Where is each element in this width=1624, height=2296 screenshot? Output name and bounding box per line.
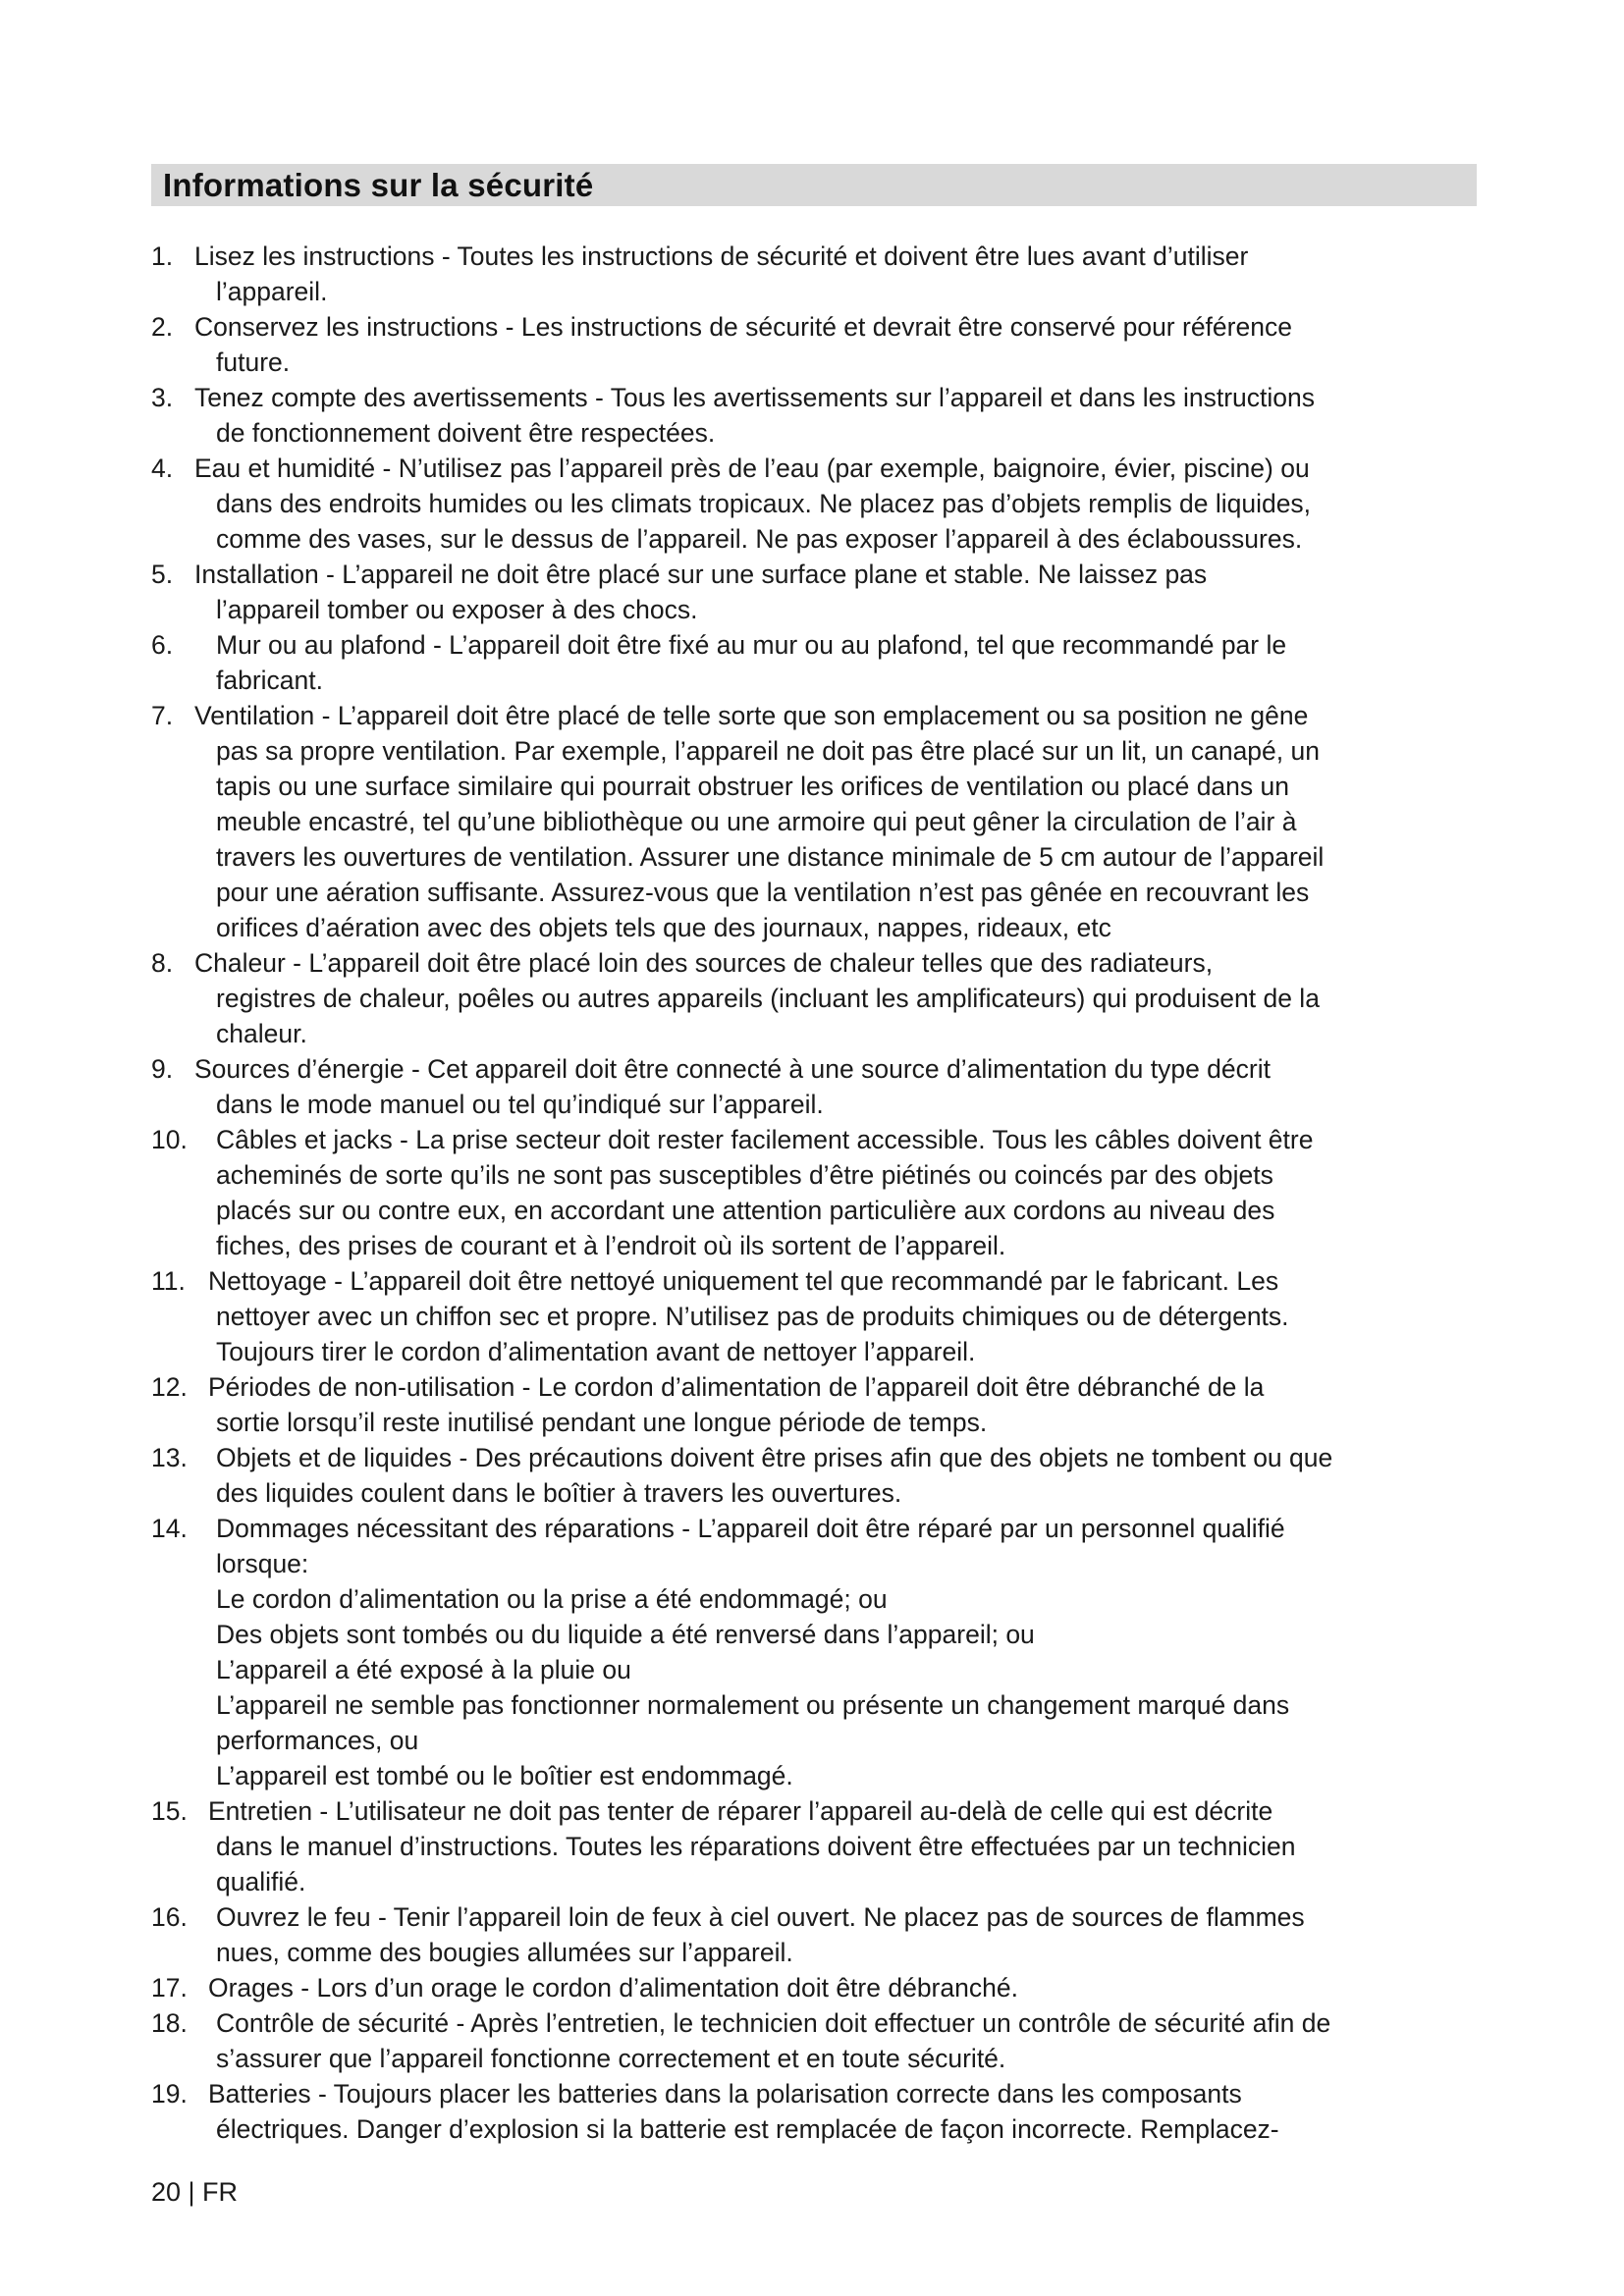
item-text: [151, 627, 1487, 698]
item-text: [151, 1051, 1487, 1122]
item-text-line: Ventilation - L’appareil doit être placé de telle sorte que son emplacement ou sa position ne gêne: [194, 701, 1309, 730]
item-text-line: Objets et de liquides - Des précautions doivent être prises afin que des objets ne tombent ou que: [216, 1443, 1333, 1472]
list-item: [151, 1970, 1487, 2005]
list-item: [151, 309, 1487, 380]
item-text: [151, 380, 1487, 451]
item-text-line: électriques. Danger d’explosion si la batterie est remplacée de façon incorrecte. Remplacez-: [216, 2114, 1279, 2144]
item-text: [151, 1970, 1487, 2005]
list-item: [151, 1899, 1487, 1970]
item-text: [151, 1369, 1487, 1440]
item-text-line: dans le manuel d’instructions. Toutes les réparations doivent être effectuées par un technicien: [216, 1832, 1296, 1861]
item-number: 4.: [151, 454, 174, 483]
item-text-line: nues, comme des bougies allumées sur l’appareil.: [216, 1938, 793, 1967]
item-text-line: placés sur ou contre eux, en accordant une attention particulière aux cordons au niveau des: [216, 1196, 1275, 1225]
item-text-line: Entretien - L’utilisateur ne doit pas tenter de réparer l’appareil au-delà de celle qui est décrite: [208, 1796, 1273, 1826]
item-text-line: s’assurer que l’appareil fonctionne correctement et en toute sécurité.: [216, 2044, 1006, 2073]
item-text: [151, 698, 1487, 945]
item-text-line: Lisez les instructions - Toutes les instructions de sécurité et doivent être lues avant d’utiliser: [194, 241, 1249, 271]
item-text-line: Sources d’énergie - Cet appareil doit être connecté à une source d’alimentation du type décrit: [194, 1054, 1271, 1084]
item-text-line: nettoyer avec un chiffon sec et propre. N’utilisez pas de produits chimiques ou de détergents.: [216, 1302, 1289, 1331]
list-item: [151, 698, 1487, 945]
list-item: [151, 2076, 1487, 2147]
item-number: 17.: [151, 1973, 188, 2002]
item-text-line: pas sa propre ventilation. Par exemple, l’appareil ne doit pas être placé sur un lit, un canapé, un: [216, 736, 1320, 766]
item-text: [151, 2076, 1487, 2147]
item-number: 13.: [151, 1443, 188, 1472]
item-number: 14.: [151, 1514, 188, 1543]
item-text-line: dans le mode manuel ou tel qu’indiqué sur l’appareil.: [216, 1090, 824, 1119]
list-item: [151, 945, 1487, 1051]
item-text-line: Eau et humidité - N’utilisez pas l’appareil près de l’eau (par exemple, baignoire, évier, piscine) ou: [194, 454, 1310, 483]
item-text-line: Chaleur - L’appareil doit être placé loin des sources de chaleur telles que des radiateurs,: [194, 948, 1214, 978]
item-text-line: meuble encastré, tel qu’une bibliothèque ou une armoire qui peut gêner la circulation de l’air à: [216, 807, 1297, 836]
item-text-line: Installation - L’appareil ne doit être placé sur une surface plane et stable. Ne laissez pas: [194, 560, 1208, 589]
item-text-line: future.: [216, 347, 291, 377]
item-text-line: tapis ou une surface similaire qui pourrait obstruer les orifices de ventilation ou placé dans un: [216, 772, 1289, 801]
item-number: 16.: [151, 1902, 188, 1932]
item-text-line: Mur ou au plafond - L’appareil doit être fixé au mur ou au plafond, tel que recommandé par le: [216, 630, 1287, 660]
item-text: [151, 1263, 1487, 1369]
item-text: [151, 1440, 1487, 1511]
item-text-line: de fonctionnement doivent être respectées.: [216, 418, 716, 448]
item-text-line: Câbles et jacks - La prise secteur doit rester facilement accessible. Tous les câbles doivent être: [216, 1125, 1314, 1154]
item-text-line: fabricant.: [216, 666, 324, 695]
item-number: 11.: [151, 1266, 186, 1296]
item-text-line: l’appareil.: [216, 277, 328, 306]
item-text-line: dans des endroits humides ou les climats tropicaux. Ne placez pas d’objets remplis de liquides,: [216, 489, 1312, 518]
item-number: 8.: [151, 948, 174, 978]
item-text-line: registres de chaleur, poêles ou autres appareils (incluant les amplificateurs) qui produisent de la: [216, 984, 1320, 1013]
item-text-line: Toujours tirer le cordon d’alimentation avant de nettoyer l’appareil.: [216, 1337, 976, 1366]
item-number: 19.: [151, 2079, 188, 2109]
list-item: [151, 1051, 1487, 1122]
item-text-line: Dommages nécessitant des réparations - L’appareil doit être réparé par un personnel qualifié: [216, 1514, 1285, 1543]
item-number: 18.: [151, 2008, 188, 2038]
list-item: [151, 557, 1487, 627]
item-text-line: Batteries - Toujours placer les batteries dans la polarisation correcte dans les composants: [208, 2079, 1242, 2109]
item-text-line: orifices d’aération avec des objets tels que des journaux, nappes, rideaux, etc: [216, 913, 1111, 942]
item-text-line: Ouvrez le feu - Tenir l’appareil loin de feux à ciel ouvert. Ne placez pas de sources de flammes: [216, 1902, 1305, 1932]
item-text-line: acheminés de sorte qu’ils ne sont pas susceptibles d’être piétinés ou coincés par des objets: [216, 1160, 1273, 1190]
list-item: [151, 1369, 1487, 1440]
item-text-line: Périodes de non-utilisation - Le cordon d’alimentation de l’appareil doit être débranché de la: [208, 1372, 1265, 1402]
item-text-line: lorsque:: [216, 1549, 309, 1578]
page-footer: 20 | FR: [151, 2177, 239, 2207]
item-text: [151, 309, 1487, 380]
section-heading-bar: [151, 164, 1477, 206]
item-text-line: l’appareil tomber ou exposer à des chocs.: [216, 595, 698, 624]
page-title: Informations sur la sécurité: [163, 166, 594, 203]
item-text: [151, 1793, 1487, 1899]
item-text: [151, 557, 1487, 627]
safety-instructions-list: [151, 239, 1487, 2147]
item-text-line: chaleur.: [216, 1019, 307, 1048]
item-text-line: L’appareil est tombé ou le boîtier est endommagé.: [216, 1761, 793, 1790]
item-text-line: comme des vases, sur le dessus de l’appareil. Ne pas exposer l’appareil à des éclaboussures.: [216, 524, 1303, 554]
item-text-line: qualifié.: [216, 1867, 306, 1896]
item-number: 12.: [151, 1372, 188, 1402]
item-number: 9.: [151, 1054, 174, 1084]
item-text-line: performances, ou: [216, 1726, 419, 1755]
item-text-line: des liquides coulent dans le boîtier à travers les ouvertures.: [216, 1478, 902, 1508]
list-item: [151, 380, 1487, 451]
item-text-line: pour une aération suffisante. Assurez-vous que la ventilation n’est pas gênée en recouvrant les: [216, 878, 1310, 907]
item-text: [151, 1899, 1487, 1970]
list-item: [151, 239, 1487, 309]
list-item: [151, 1122, 1487, 1263]
item-text-line: Tenez compte des avertissements - Tous les avertissements sur l’appareil et dans les instructions: [194, 383, 1316, 412]
list-item: [151, 1440, 1487, 1511]
item-text-line: Conservez les instructions - Les instructions de sécurité et devrait être conservé pour référence: [194, 312, 1292, 342]
item-text-line: L’appareil ne semble pas fonctionner normalement ou présente un changement marqué dans: [216, 1690, 1290, 1720]
list-item: [151, 627, 1487, 698]
list-item: [151, 2005, 1487, 2076]
item-number: 1.: [151, 241, 174, 271]
list-item: [151, 451, 1487, 557]
item-number: 5.: [151, 560, 174, 589]
item-number: 15.: [151, 1796, 188, 1826]
item-text-line: sortie lorsqu’il reste inutilisé pendant une longue période de temps.: [216, 1408, 988, 1437]
item-text: [151, 1511, 1487, 1793]
item-text: [151, 1122, 1487, 1263]
list-item: [151, 1263, 1487, 1369]
item-number: 7.: [151, 701, 174, 730]
item-text-line: fiches, des prises de courant et à l’endroit où ils sortent de l’appareil.: [216, 1231, 1006, 1260]
item-text-line: Orages - Lors d’un orage le cordon d’alimentation doit être débranché.: [208, 1973, 1018, 2002]
item-text-line: L’appareil a été exposé à la pluie ou: [216, 1655, 631, 1684]
list-item: [151, 1793, 1487, 1899]
item-text-line: Le cordon d’alimentation ou la prise a été endommagé; ou: [216, 1584, 888, 1614]
item-text: [151, 451, 1487, 557]
item-text: [151, 239, 1487, 309]
item-number: 6.: [151, 630, 174, 660]
item-text-line: Contrôle de sécurité - Après l’entretien, le technicien doit effectuer un contrôle de sécurité afin de: [216, 2008, 1331, 2038]
item-text: [151, 945, 1487, 1051]
item-text: [151, 2005, 1487, 2076]
item-text-line: travers les ouvertures de ventilation. Assurer une distance minimale de 5 cm autour de l’appareil: [216, 842, 1325, 872]
item-number: 3.: [151, 383, 174, 412]
item-text-line: Des objets sont tombés ou du liquide a été renversé dans l’appareil; ou: [216, 1620, 1035, 1649]
item-number: 2.: [151, 312, 174, 342]
item-text-line: Nettoyage - L’appareil doit être nettoyé uniquement tel que recommandé par le fabricant. Les: [208, 1266, 1279, 1296]
list-item: [151, 1511, 1487, 1793]
item-number: 10.: [151, 1125, 188, 1154]
